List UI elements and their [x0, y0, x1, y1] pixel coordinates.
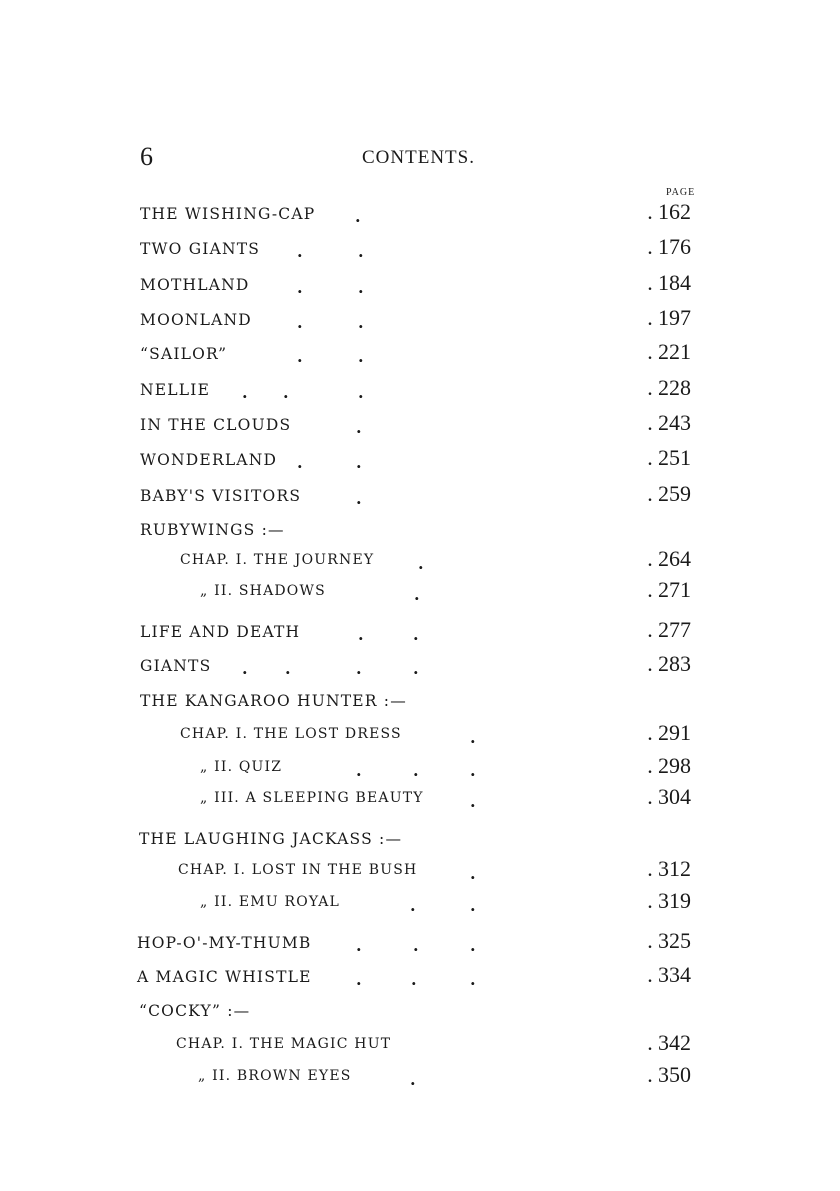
- toc-entry-title: „ II. BROWN EYES: [198, 1068, 352, 1084]
- toc-entry: [0, 651, 840, 687]
- page-number-value: 162: [658, 199, 691, 224]
- leader-dot: .: [648, 658, 652, 675]
- leader-dot: .: [470, 896, 476, 915]
- page-number-value: 291: [658, 720, 691, 745]
- toc-entry-title: HOP-O'-MY-THUMB: [137, 934, 312, 952]
- toc-entry-title: CHAP. I. THE LOST DRESS: [180, 726, 402, 742]
- toc-entry: [0, 577, 840, 613]
- toc-entry-title: „ II. QUIZ: [200, 759, 283, 775]
- page-number-value: 176: [658, 234, 691, 259]
- leader-dot: .: [470, 864, 476, 883]
- page-number-value: 197: [658, 305, 691, 330]
- toc-entry-page: [648, 234, 691, 260]
- page-number-value: 298: [658, 753, 691, 778]
- leader-dot: .: [355, 207, 361, 226]
- page-number-value: 283: [658, 651, 691, 676]
- leader-dot: .: [648, 935, 652, 952]
- leader-dot: .: [648, 760, 652, 777]
- leader-dot: .: [648, 584, 652, 601]
- leader-dot: .: [648, 346, 652, 363]
- page-number-value: 325: [658, 928, 691, 953]
- leader-dot: .: [411, 970, 417, 989]
- leader-dot: .: [648, 791, 652, 808]
- toc-entry-page: [648, 445, 691, 471]
- toc-entry-title: WONDERLAND: [140, 451, 278, 469]
- leader-dot: .: [648, 241, 652, 258]
- toc-entry: [0, 305, 840, 341]
- leader-dot: .: [410, 1070, 416, 1089]
- toc-entry-page: [648, 753, 691, 779]
- leader-dot: .: [356, 761, 362, 780]
- leader-dot: .: [242, 659, 248, 678]
- toc-entry-title: BABY'S VISITORS: [140, 487, 302, 505]
- toc-entry: [0, 410, 840, 446]
- toc-entry-title: THE LAUGHING JACKASS :—: [139, 830, 403, 848]
- page-number-value: 243: [658, 410, 691, 435]
- toc-entry-page: [648, 928, 691, 954]
- toc-entry-page: [648, 305, 691, 331]
- leader-dot: .: [470, 761, 476, 780]
- page-number-value: 312: [658, 856, 691, 881]
- toc-entry: [0, 546, 840, 582]
- leader-dot: .: [297, 242, 303, 261]
- leader-dot: .: [410, 896, 416, 915]
- page-number-value: 259: [658, 481, 691, 506]
- toc-entry-page: [648, 856, 691, 882]
- leader-dot: .: [356, 453, 362, 472]
- toc-entry: [0, 962, 840, 998]
- toc-entry: [0, 445, 840, 481]
- toc-entry: [0, 521, 840, 551]
- toc-entry-title: A MAGIC WHISTLE: [137, 968, 312, 986]
- toc-entry-title: „ III. A SLEEPING BEAUTY: [200, 790, 424, 806]
- leader-dot: .: [648, 895, 652, 912]
- toc-entry: [0, 481, 840, 517]
- page-number-value: 277: [658, 617, 691, 642]
- leader-dot: .: [418, 554, 424, 573]
- toc-entry: [0, 784, 840, 820]
- page-number: 6: [140, 142, 153, 171]
- toc-entry-title: LIFE AND DEATH: [140, 623, 301, 641]
- toc-entry-title: „ II. EMU ROYAL: [200, 894, 341, 910]
- toc-entry: [0, 1030, 840, 1066]
- leader-dot: .: [297, 313, 303, 332]
- leader-dot: .: [358, 625, 364, 644]
- toc-entry-title: CHAP. I. THE JOURNEY: [180, 552, 375, 568]
- toc-entry-title: MOONLAND: [140, 311, 252, 329]
- toc-entry-page: [648, 410, 691, 436]
- leader-dot: .: [648, 1069, 652, 1086]
- leader-dot: .: [297, 453, 303, 472]
- toc-entry: [0, 720, 840, 756]
- leader-dot: .: [414, 585, 420, 604]
- leader-dot: .: [648, 488, 652, 505]
- leader-dot: .: [413, 625, 419, 644]
- toc-entry-title: NELLIE: [140, 381, 211, 399]
- leader-dot: .: [297, 278, 303, 297]
- toc-entry-page: [648, 651, 691, 677]
- leader-dot: .: [285, 659, 291, 678]
- leader-dot: .: [648, 969, 652, 986]
- leader-dot: .: [470, 970, 476, 989]
- leader-dot: .: [648, 452, 652, 469]
- page-number-value: 228: [658, 375, 691, 400]
- toc-entry-title: CHAP. I. LOST IN THE BUSH: [178, 862, 418, 878]
- running-head: CONTENTS.: [362, 147, 475, 168]
- page-number-value: 251: [658, 445, 691, 470]
- leader-dot: .: [358, 383, 364, 402]
- leader-dot: .: [358, 347, 364, 366]
- toc-entry-title: “COCKY” :—: [139, 1002, 251, 1020]
- toc-entry: [0, 888, 840, 924]
- toc-entry-page: [648, 617, 691, 643]
- toc-entry: [0, 928, 840, 964]
- leader-dot: .: [413, 659, 419, 678]
- toc-entry-title: IN THE CLOUDS: [140, 416, 292, 434]
- leader-dot: .: [356, 418, 362, 437]
- page-number-value: 271: [658, 577, 691, 602]
- toc-entry-title: CHAP. I. THE MAGIC HUT: [176, 1036, 392, 1052]
- toc-entry-title: TWO GIANTS: [140, 240, 261, 258]
- leader-dot: .: [648, 206, 652, 223]
- toc-entry-page: [648, 720, 691, 746]
- leader-dot: .: [648, 1037, 652, 1054]
- page-number-value: 334: [658, 962, 691, 987]
- page-number-value: 221: [658, 339, 691, 364]
- toc-entry: [0, 199, 840, 235]
- toc-entry: [0, 692, 840, 722]
- toc-entry-title: „ II. SHADOWS: [200, 583, 326, 599]
- toc-entry-page: [648, 481, 691, 507]
- leader-dot: .: [648, 382, 652, 399]
- leader-dot: .: [356, 936, 362, 955]
- toc-entry-title: “SAILOR”: [140, 345, 228, 363]
- leader-dot: .: [356, 659, 362, 678]
- toc-entry: [0, 856, 840, 892]
- toc-entry: [0, 753, 840, 789]
- toc-entry-page: [648, 375, 691, 401]
- toc-entry: [0, 617, 840, 653]
- toc-entry-title: THE KANGAROO HUNTER :—: [140, 692, 407, 710]
- toc-entry-page: [648, 1062, 691, 1088]
- toc-entry-page: [648, 784, 691, 810]
- leader-dot: .: [470, 936, 476, 955]
- toc-entry: [0, 270, 840, 306]
- toc-entry-page: [648, 546, 691, 572]
- page-number-value: 264: [658, 546, 691, 571]
- leader-dot: .: [470, 728, 476, 747]
- leader-dot: .: [413, 936, 419, 955]
- leader-dot: .: [648, 312, 652, 329]
- page-number-value: 342: [658, 1030, 691, 1055]
- leader-dot: .: [356, 970, 362, 989]
- leader-dot: .: [648, 727, 652, 744]
- toc-entry: [0, 830, 840, 860]
- page-number-value: 319: [658, 888, 691, 913]
- toc-entry-title: MOTHLAND: [140, 276, 250, 294]
- toc-entry-page: [648, 577, 691, 603]
- leader-dot: .: [648, 863, 652, 880]
- toc-entry-page: [648, 962, 691, 988]
- leader-dot: .: [648, 553, 652, 570]
- toc-entry: [0, 339, 840, 375]
- toc-entry-title: RUBYWINGS :—: [140, 521, 285, 539]
- toc-entry-title: GIANTS: [140, 657, 212, 675]
- page-number-value: 304: [658, 784, 691, 809]
- page-column-label: PAGE: [666, 187, 696, 198]
- leader-dot: .: [470, 792, 476, 811]
- leader-dot: .: [358, 278, 364, 297]
- leader-dot: .: [358, 242, 364, 261]
- toc-entry-page: [648, 888, 691, 914]
- leader-dot: .: [648, 624, 652, 641]
- toc-entry: [0, 1062, 840, 1098]
- toc-entry: [0, 1002, 840, 1032]
- leader-dot: .: [356, 489, 362, 508]
- toc-entry: [0, 375, 840, 411]
- toc-entry-page: [648, 1030, 691, 1056]
- leader-dot: .: [283, 383, 289, 402]
- toc-entry-page: [648, 199, 691, 225]
- leader-dot: .: [648, 277, 652, 294]
- toc-entry-page: [648, 339, 691, 365]
- leader-dot: .: [242, 383, 248, 402]
- leader-dot: .: [297, 347, 303, 366]
- toc-entry-title: THE WISHING-CAP: [140, 205, 316, 223]
- leader-dot: .: [413, 761, 419, 780]
- page-number-value: 184: [658, 270, 691, 295]
- toc-entry: [0, 234, 840, 270]
- leader-dot: .: [648, 417, 652, 434]
- leader-dot: .: [358, 313, 364, 332]
- page-number-value: 350: [658, 1062, 691, 1087]
- toc-entry-page: [648, 270, 691, 296]
